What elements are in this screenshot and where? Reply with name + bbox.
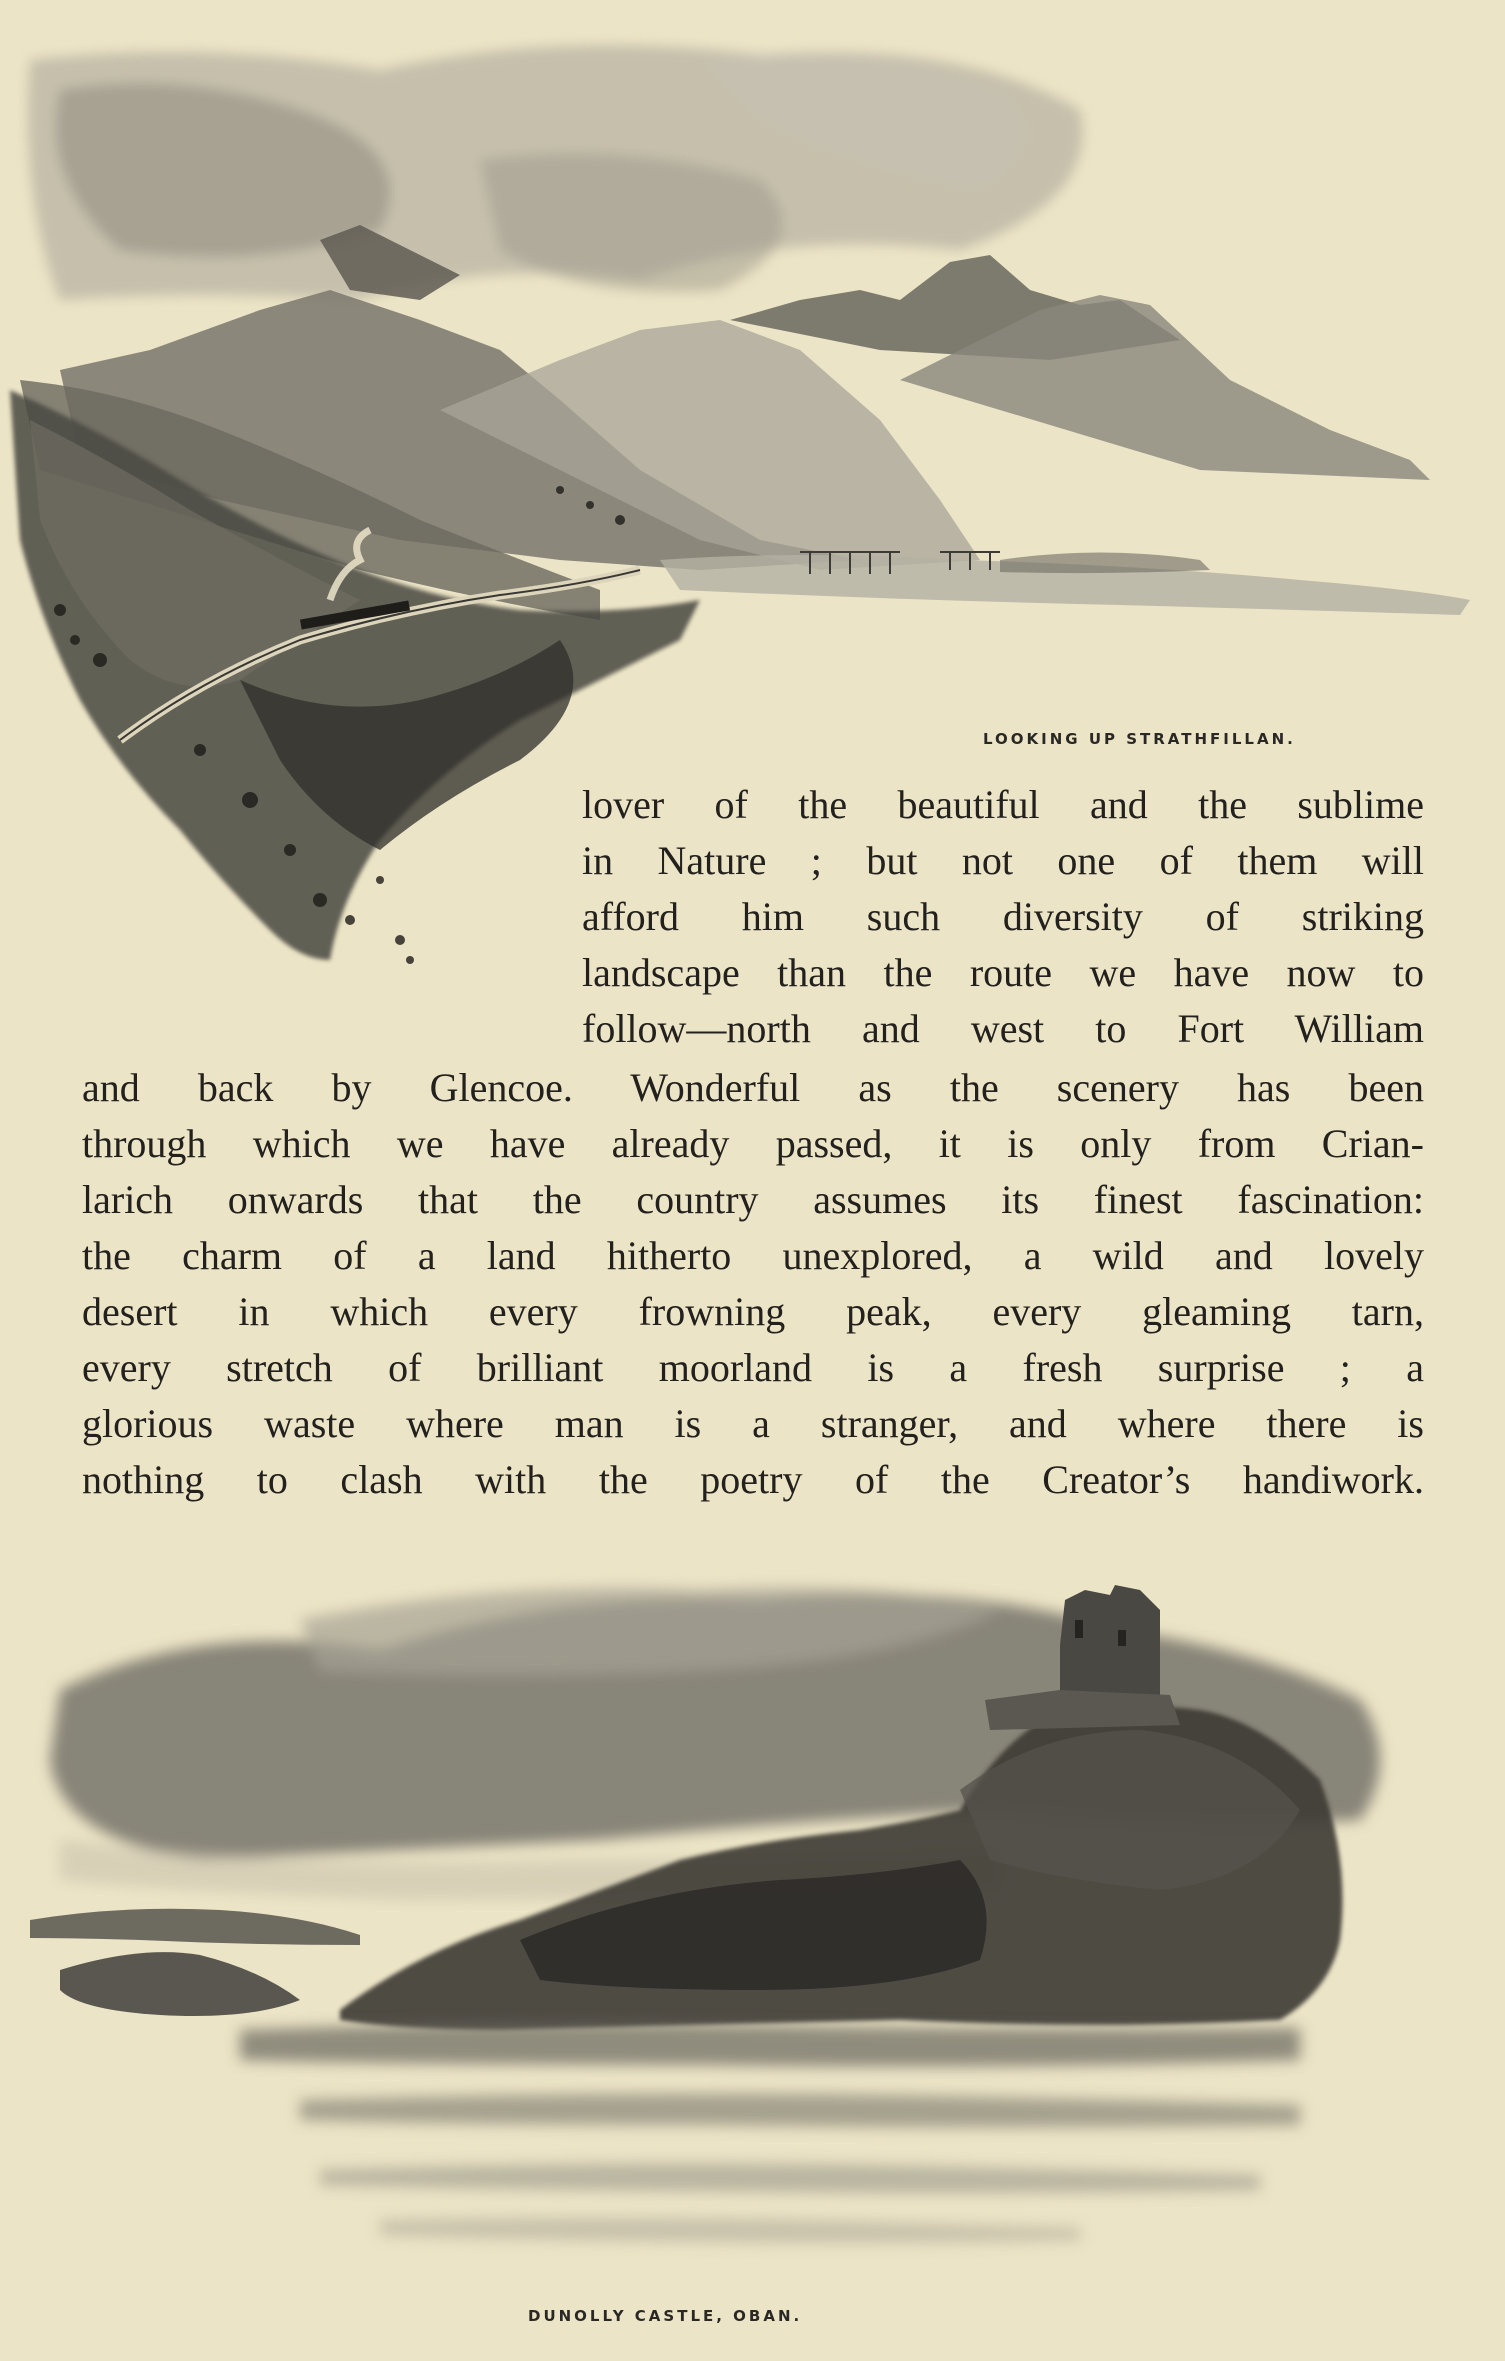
text-line: larich onwards that the country assumes its finest fascination: xyxy=(82,1177,1424,1222)
text-line: the charm of a land hitherto unexplored, a wild and lovely xyxy=(82,1233,1424,1278)
text-line: every stretch of brilliant moorland is a fresh surprise ; a xyxy=(82,1345,1424,1390)
text-line: landscape than the route we have now to xyxy=(582,950,1424,995)
sky-clouds xyxy=(28,45,1083,300)
illustration-caption-bottom: DUNOLLY CASTLE, OBAN. xyxy=(528,2307,803,2325)
text-line: lover of the beautiful and the sublime xyxy=(582,782,1424,827)
text-line: glorious waste where man is a stranger, and where there is xyxy=(82,1401,1424,1446)
text-line: nothing to clash with the poetry of the Creator’s handiwork. xyxy=(82,1457,1424,1502)
text-line: afford him such diversity of striking xyxy=(582,894,1424,939)
text-line: and back by Glencoe. Wonderful as the scenery has been xyxy=(82,1065,1424,1110)
distant-shore xyxy=(30,1909,360,2016)
text-line: through which we have already passed, it is only from Crian- xyxy=(82,1121,1424,1166)
illustration-caption-top: LOOKING UP STRATHFILLAN. xyxy=(983,730,1296,748)
text-line: follow—north and west to Fort William xyxy=(582,1006,1424,1051)
water xyxy=(240,2023,1300,2243)
loch-water xyxy=(660,553,1470,616)
text-line: in Nature ; but not one of them will xyxy=(582,838,1424,883)
dunolly-castle-illustration xyxy=(0,1560,1505,2320)
text-line: desert in which every frowning peak, every gleaming tarn, xyxy=(82,1289,1424,1334)
